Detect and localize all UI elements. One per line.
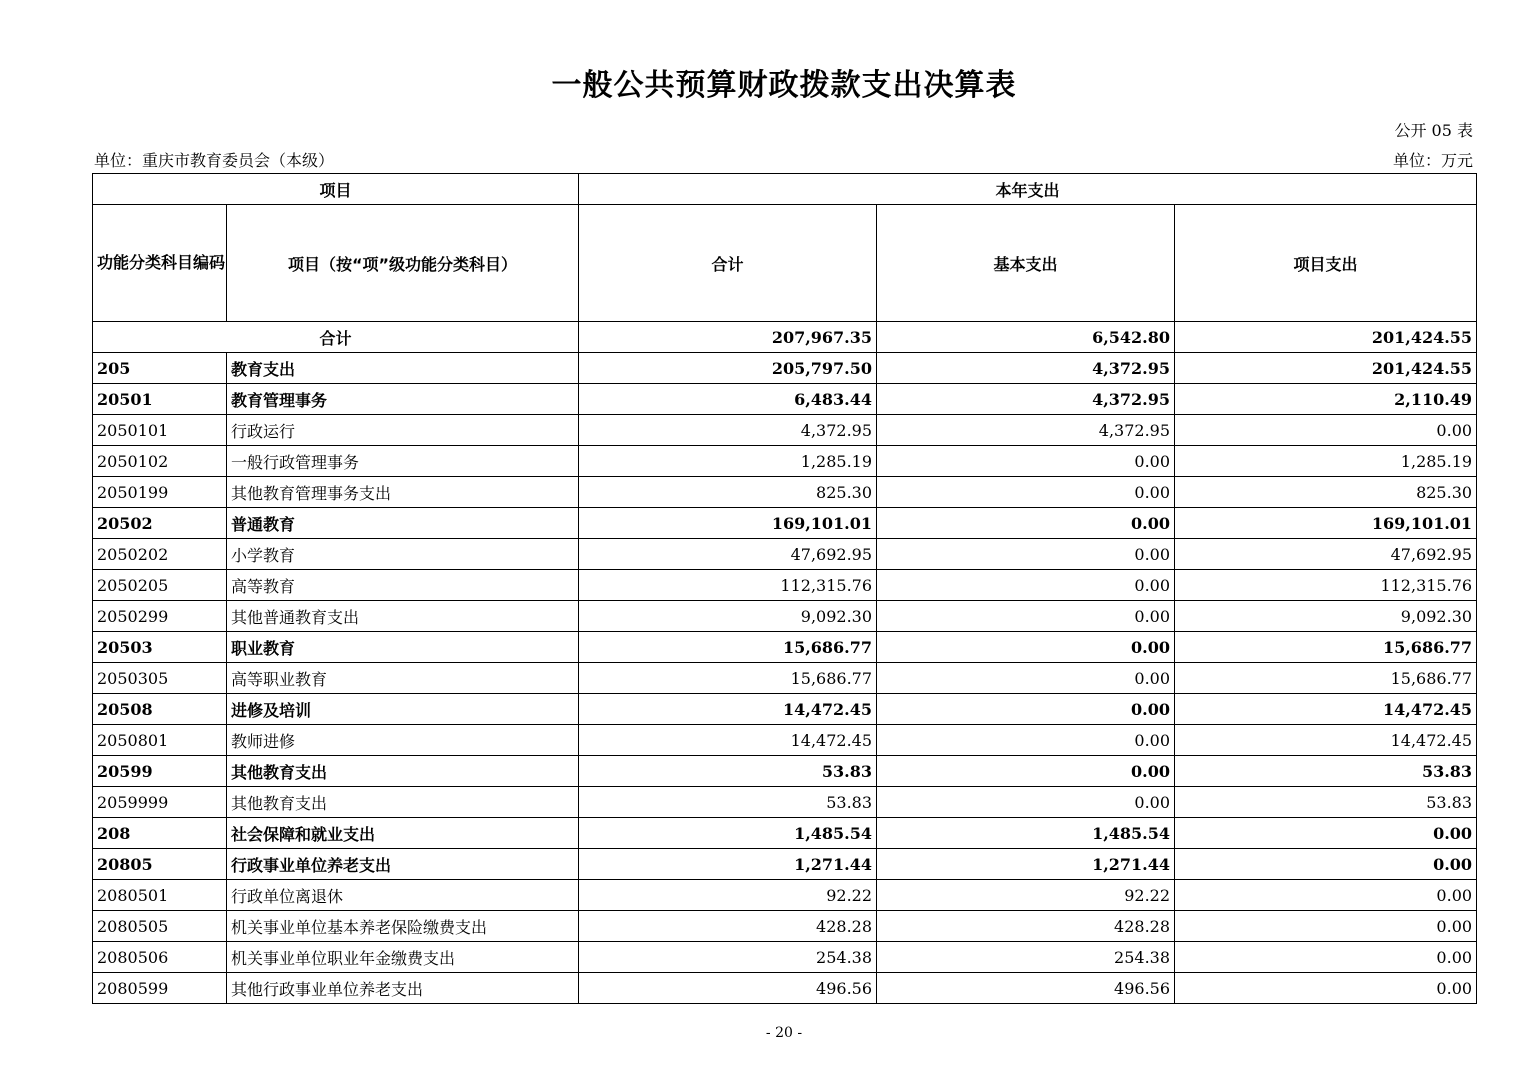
row-total: 4,372.95 [579, 415, 877, 446]
form-number: 公开 05 表 [1394, 121, 1473, 140]
row-basic: 0.00 [877, 601, 1175, 632]
row-code: 2050205 [93, 570, 227, 601]
row-total: 6,483.44 [579, 384, 877, 415]
row-name: 进修及培训 [227, 694, 579, 725]
row-total: 14,472.45 [579, 725, 877, 756]
row-basic: 0.00 [877, 508, 1175, 539]
row-basic: 428.28 [877, 911, 1175, 942]
row-total: 825.30 [579, 477, 877, 508]
table-row [93, 570, 1477, 601]
row-name: 其他行政事业单位养老支出 [227, 973, 579, 1004]
row-code: 20805 [93, 849, 227, 880]
row-code: 2059999 [93, 787, 227, 818]
header-code: 功能分类科目编码 [93, 205, 227, 322]
table-row [93, 384, 1477, 415]
header-row-top [93, 174, 1477, 205]
row-code: 2050299 [93, 601, 227, 632]
header-item: 项目 [93, 174, 579, 205]
row-basic: 0.00 [877, 632, 1175, 663]
row-project: 825.30 [1175, 477, 1477, 508]
table-row [93, 756, 1477, 787]
row-name: 小学教育 [227, 539, 579, 570]
row-project: 9,092.30 [1175, 601, 1477, 632]
row-basic: 0.00 [877, 539, 1175, 570]
row-basic: 0.00 [877, 787, 1175, 818]
row-code: 2050102 [93, 446, 227, 477]
table-row [93, 539, 1477, 570]
row-project: 15,686.77 [1175, 663, 1477, 694]
row-total: 205,797.50 [579, 353, 877, 384]
row-project: 47,692.95 [1175, 539, 1477, 570]
total-basic: 6,542.80 [877, 322, 1175, 353]
row-name: 普通教育 [227, 508, 579, 539]
total-label: 合计 [93, 322, 579, 353]
row-code: 20503 [93, 632, 227, 663]
row-code: 2050202 [93, 539, 227, 570]
row-code: 2080599 [93, 973, 227, 1004]
row-name: 其他教育管理事务支出 [227, 477, 579, 508]
page-number: - 20 - [765, 1025, 803, 1041]
total-row [93, 322, 1477, 353]
row-basic: 0.00 [877, 694, 1175, 725]
row-basic: 4,372.95 [877, 353, 1175, 384]
total-project: 201,424.55 [1175, 322, 1477, 353]
organization-unit: 单位：重庆市教育委员会（本级） [94, 151, 335, 170]
row-name: 行政运行 [227, 415, 579, 446]
row-project: 0.00 [1175, 849, 1477, 880]
row-name: 高等职业教育 [227, 663, 579, 694]
row-name: 其他普通教育支出 [227, 601, 579, 632]
row-code: 2050801 [93, 725, 227, 756]
row-total: 169,101.01 [579, 508, 877, 539]
row-basic: 4,372.95 [877, 384, 1175, 415]
row-name: 其他教育支出 [227, 787, 579, 818]
row-basic: 0.00 [877, 663, 1175, 694]
row-name: 高等教育 [227, 570, 579, 601]
header-row-columns [93, 205, 1477, 322]
table-row [93, 601, 1477, 632]
row-basic: 92.22 [877, 880, 1175, 911]
table-row [93, 911, 1477, 942]
row-name: 一般行政管理事务 [227, 446, 579, 477]
table-row [93, 849, 1477, 880]
row-project: 201,424.55 [1175, 353, 1477, 384]
row-code: 20508 [93, 694, 227, 725]
row-name: 行政单位离退休 [227, 880, 579, 911]
row-name: 教育管理事务 [227, 384, 579, 415]
row-name: 职业教育 [227, 632, 579, 663]
row-project: 14,472.45 [1175, 725, 1477, 756]
row-project: 0.00 [1175, 818, 1477, 849]
table-row [93, 942, 1477, 973]
row-total: 1,285.19 [579, 446, 877, 477]
row-basic: 0.00 [877, 477, 1175, 508]
row-code: 2050199 [93, 477, 227, 508]
table-row [93, 446, 1477, 477]
row-total: 112,315.76 [579, 570, 877, 601]
row-basic: 4,372.95 [877, 415, 1175, 446]
table-row [93, 694, 1477, 725]
row-total: 92.22 [579, 880, 877, 911]
row-code: 2080505 [93, 911, 227, 942]
header-total: 合计 [579, 205, 877, 322]
row-basic: 0.00 [877, 725, 1175, 756]
row-name: 机关事业单位职业年金缴费支出 [227, 942, 579, 973]
row-project: 2,110.49 [1175, 384, 1477, 415]
row-name: 教育支出 [227, 353, 579, 384]
row-project: 0.00 [1175, 911, 1477, 942]
row-project: 53.83 [1175, 787, 1477, 818]
row-total: 1,271.44 [579, 849, 877, 880]
row-project: 0.00 [1175, 942, 1477, 973]
row-code: 20599 [93, 756, 227, 787]
table-row [93, 663, 1477, 694]
row-project: 169,101.01 [1175, 508, 1477, 539]
row-basic: 0.00 [877, 570, 1175, 601]
page-title: 一般公共预算财政拨款支出决算表 [551, 68, 1017, 103]
row-basic: 254.38 [877, 942, 1175, 973]
row-total: 53.83 [579, 787, 877, 818]
row-name: 其他教育支出 [227, 756, 579, 787]
table-row [93, 508, 1477, 539]
row-basic: 0.00 [877, 446, 1175, 477]
row-project: 0.00 [1175, 973, 1477, 1004]
table-row [93, 353, 1477, 384]
row-total: 15,686.77 [579, 663, 877, 694]
row-code: 2050305 [93, 663, 227, 694]
row-total: 14,472.45 [579, 694, 877, 725]
row-total: 47,692.95 [579, 539, 877, 570]
row-project: 1,285.19 [1175, 446, 1477, 477]
row-total: 9,092.30 [579, 601, 877, 632]
table-row [93, 787, 1477, 818]
row-project: 112,315.76 [1175, 570, 1477, 601]
table-row [93, 477, 1477, 508]
currency-unit: 单位：万元 [1392, 151, 1473, 170]
header-name: 项目（按“项”级功能分类科目） [227, 205, 579, 322]
row-code: 208 [93, 818, 227, 849]
table-row [93, 880, 1477, 911]
row-code: 2080501 [93, 880, 227, 911]
row-name: 机关事业单位基本养老保险缴费支出 [227, 911, 579, 942]
table-row [93, 725, 1477, 756]
row-total: 53.83 [579, 756, 877, 787]
row-name: 行政事业单位养老支出 [227, 849, 579, 880]
row-project: 0.00 [1175, 880, 1477, 911]
row-code: 20501 [93, 384, 227, 415]
row-basic: 0.00 [877, 756, 1175, 787]
header-basic: 基本支出 [877, 205, 1175, 322]
row-code: 2080506 [93, 942, 227, 973]
row-code: 20502 [93, 508, 227, 539]
header-project: 项目支出 [1175, 205, 1477, 322]
row-project: 14,472.45 [1175, 694, 1477, 725]
table-row [93, 973, 1477, 1004]
table-row [93, 632, 1477, 663]
header-current-year: 本年支出 [579, 174, 1477, 205]
row-code: 2050101 [93, 415, 227, 446]
row-total: 15,686.77 [579, 632, 877, 663]
table-row [93, 818, 1477, 849]
row-total: 428.28 [579, 911, 877, 942]
row-project: 53.83 [1175, 756, 1477, 787]
row-total: 496.56 [579, 973, 877, 1004]
table-row [93, 415, 1477, 446]
row-basic: 1,271.44 [877, 849, 1175, 880]
row-project: 0.00 [1175, 415, 1477, 446]
row-basic: 1,485.54 [877, 818, 1175, 849]
total-amount: 207,967.35 [579, 322, 877, 353]
row-name: 社会保障和就业支出 [227, 818, 579, 849]
row-basic: 496.56 [877, 973, 1175, 1004]
row-project: 15,686.77 [1175, 632, 1477, 663]
row-name: 教师进修 [227, 725, 579, 756]
row-total: 1,485.54 [579, 818, 877, 849]
expenditure-table [92, 173, 1477, 1004]
row-code: 205 [93, 353, 227, 384]
row-total: 254.38 [579, 942, 877, 973]
